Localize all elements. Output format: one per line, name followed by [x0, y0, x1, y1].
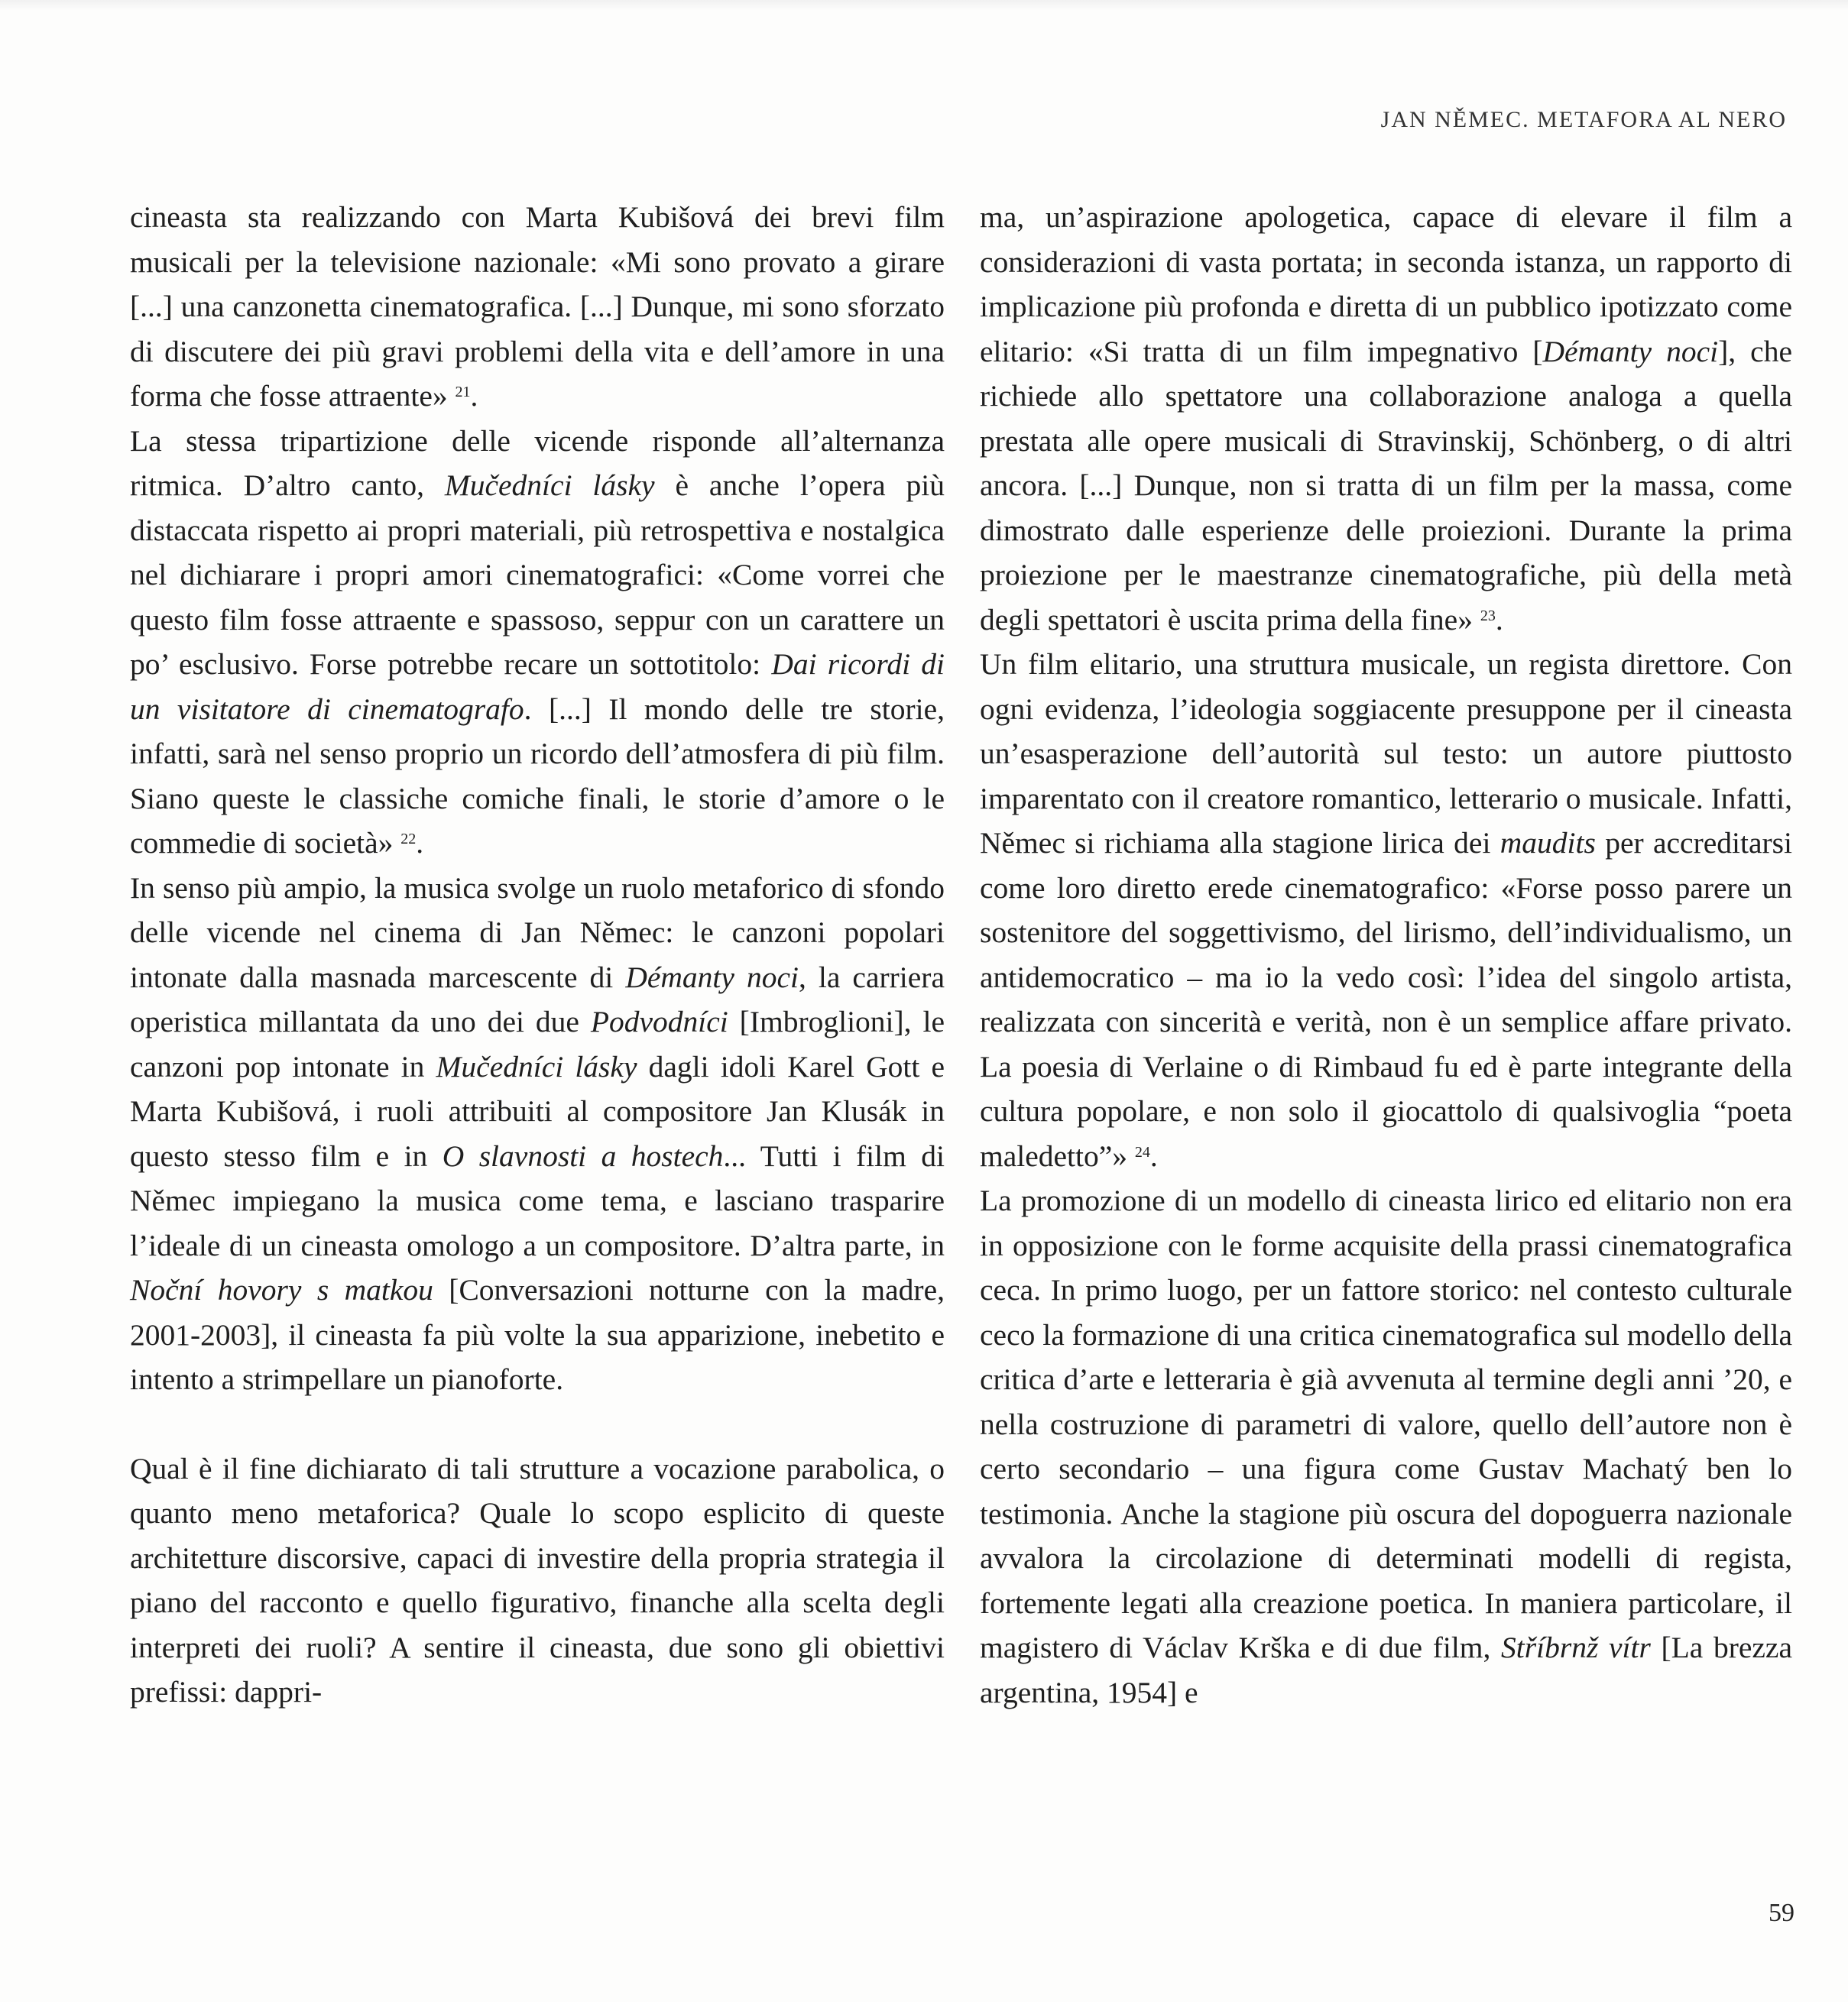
paragraph: In senso più ampio, la musica svolge un ruolo metaforico di sfondo delle vicende nel cinema di Jan Němec: le canzoni popolari intonate dalla masnada marcescente di Démanty noci, la carriera operistica millantata da uno dei due Podvodníci [Imbroglioni], le canzoni pop intonate in Mučedníci lásky dagli idoli Karel Gott e Marta Kubišová, i ruoli attribuiti al compositore Jan Klusák in questo stesso film e in O slavnosti a hostech... Tutti i film di Němec impiegano la musica come tema, e lasciano trasparire l’ideale di un cineasta omologo a un compositore. D’altra parte, in Noční hovory s matkou [Conversazioni notturne con la madre, 2001-2003], il cineasta fa più volte la sua apparizione, inebetito e intento a strimpellare un pianoforte. [130, 870, 945, 1396]
paragraph: cineasta sta realizzando con Marta Kubišová dei brevi film musicali per la televisione nazionale: «Mi sono provato a girare [...] una canzonetta cinematografica. [...] Dunque, mi sono sforzato di discutere dei più gravi problemi della vita e dell’amore in una forma che fosse attraente» $^{21}$. [130, 200, 945, 413]
scan-edge [0, 0, 1848, 11]
paragraph: La stessa tripartizione delle vicende risponde all’alternanza ritmica. D’altro canto, Mučedníci lásky è anche l’opera più distaccata rispetto ai propri materiali, più retrospettiva e nostalgica nel dichiarare i propri amori cinematografici: «Come vorrei che questo film fosse attraente e spassoso, seppur con un carattere un po’ esclusivo. Forse potrebbe recare un sottotitolo: Dai ricordi di un visitatore di cinematografo. [...] Il mondo delle tre storie, infatti, sarà nel senso proprio un ricordo dell’atmosfera di più film. Siano queste le classiche comiche finali, le storie d’amore o le commedie di società» $^{22}$. [130, 423, 945, 860]
paragraph: Qual è il fine dichiarato di tali strutture a vocazione parabolica, o quanto meno metaforica? Quale lo scopo esplicito di queste architetture discorsive, capaci di investire della propria strategia il piano del racconto e quello figurativo, finanche alla scelta degli interpreti dei ruoli? A sentire il cineasta, due sono gli obiettivi prefissi: dappri- [130, 1451, 945, 1709]
left-column [130, 195, 945, 1715]
paragraph: Un film elitario, una struttura musicale, un regista direttore. Con ogni evidenza, l’ideologia soggiacente presuppone per il cineasta un’esasperazione dell’autorità sul testo: un autore piuttosto imparentato con il creatore romantico, letterario o musicale. Infatti, Němec si richiama alla stagione lirica dei maudits per accreditarsi come loro diretto erede cinematografico: «Forse posso parere un sostenitore del soggettivismo, del lirismo, dell’individualismo, un antidemocratico – ma io la vedo così: l’idea del singolo artista, realizzata con sincerità e verità, non è un semplice affare privato. La poesia di Verlaine o di Rimbaud fu ed è parte integrante della cultura popolare, e non solo il giocattolo di qualsivoglia “poeta maledetto”» $^{24}$. [980, 647, 1792, 1173]
running-header: JAN NĚMEC. METAFORA AL NERO [1380, 107, 1787, 132]
page-number: 59 [1769, 1899, 1795, 1927]
right-column [980, 195, 1792, 1715]
paragraph: ma, un’aspirazione apologetica, capace di elevare il film a considerazioni di vasta portata; in seconda istanza, un rapporto di implicazione più profonda e diretta di un pubblico ipotizzato come elitario: «Si tratta di un film impegnativo [Démanty noci], che richiede allo spettatore una collaborazione analoga a quella prestata alle opere musicali di Stravinskij, Schönberg, o di altri ancora. [...] Dunque, non si tratta di un film per la massa, come dimostrato dalle esperienze delle proiezioni. Durante la prima proiezione per le maestranze cinematografiche, più della metà degli spettatori è uscita prima della fine» $^{23}$. [980, 200, 1792, 637]
paragraph: La promozione di un modello di cineasta lirico ed elitario non era in opposizione con le forme acquisite della prassi cinematografica ceca. In primo luogo, per un fattore storico: nel contesto culturale ceco la formazione di una critica cinematografica sul modello della critica d’arte e letteraria è già avvenuta al termine degli anni ’20, e nella costruzione di parametri di valore, quello dell’autore non è certo secondario – una figura come Gustav Machatý ben lo testimonia. Anche la stagione più oscura del dopoguerra nazionale avvalora la circolazione di determinati modelli di regista, fortemente legati alla creazione poetica. In maniera particolare, il magistero di Václav Krška e di due film, Stříbrnž vítr [La brezza argentina, 1954] e [980, 1184, 1792, 1709]
